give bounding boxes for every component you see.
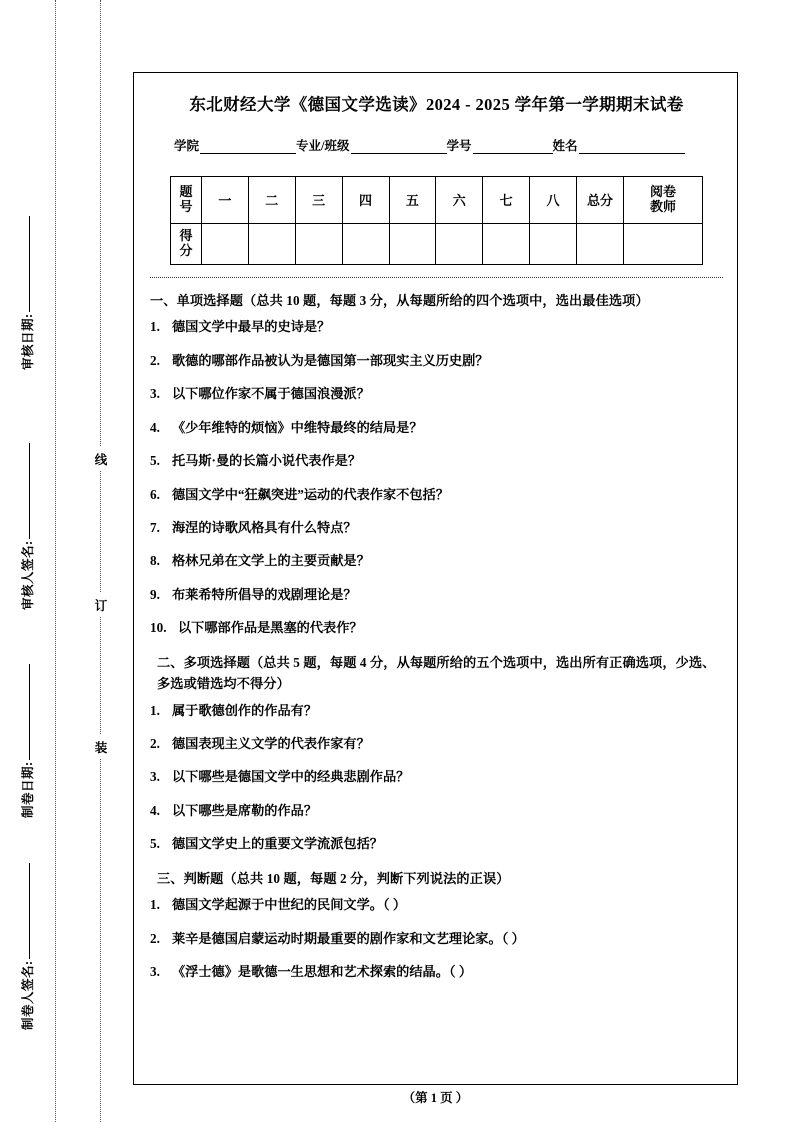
left-margin xyxy=(0,0,133,1122)
question-2-1-number: 1. xyxy=(150,702,160,718)
identity-field-college[interactable] xyxy=(174,136,296,154)
margin-label-review-date xyxy=(18,140,36,370)
question-2-2-text: 德国表现主义文学的代表作家有？ xyxy=(172,735,370,751)
identity-field-student-id[interactable] xyxy=(447,136,553,154)
question-2-5 xyxy=(150,834,719,854)
question-3-3 xyxy=(150,962,719,982)
identity-input-student-id[interactable] xyxy=(473,140,553,154)
question-2-3-text: 以下哪些是德国文学中的经典悲剧作品？ xyxy=(172,769,410,785)
question-1-8 xyxy=(150,551,719,571)
score-col-header-grader xyxy=(624,176,703,223)
score-cell-6[interactable] xyxy=(436,223,483,264)
question-1-1-number: 1. xyxy=(150,319,160,335)
margin-label-review-date-rule xyxy=(29,216,30,312)
row-label-char-1: 题 xyxy=(179,184,193,200)
question-1-7 xyxy=(150,518,719,538)
margin-label-maker-date xyxy=(18,588,36,818)
question-2-1 xyxy=(150,701,719,721)
margin-dotted-rule-outer xyxy=(55,0,56,1122)
score-cell-grader[interactable] xyxy=(624,223,703,264)
question-2-4-number: 4. xyxy=(150,802,160,818)
question-1-9-number: 9. xyxy=(150,586,160,602)
score-col-header-1: 一 xyxy=(202,176,249,223)
question-1-10-number: 10. xyxy=(150,620,167,636)
question-2-4-text: 以下哪些是席勒的作品？ xyxy=(172,802,318,818)
identity-input-major-class[interactable] xyxy=(351,140,447,154)
question-3-1 xyxy=(150,895,719,915)
identity-field-row xyxy=(148,136,725,154)
question-1-3-text: 以下哪位作家不属于德国浪漫派？ xyxy=(172,386,370,402)
score-col-header-6: 六 xyxy=(436,176,483,223)
exam-content xyxy=(134,73,739,996)
section-heading-1: 一、单项选择题（总共 10 题，每题 3 分，从每题所给的四个选项中，选出最佳选项） xyxy=(150,292,649,308)
score-col-header-total: 总分 xyxy=(577,176,624,223)
question-2-1-text: 属于歌德创作的作品有？ xyxy=(172,702,318,718)
question-1-2-text: 歌德的哪部作品被认为是德国第一部现实主义历史剧？ xyxy=(172,352,489,368)
question-1-10-text: 以下哪部作品是黑塞的代表作？ xyxy=(178,620,363,636)
score-table-header-row xyxy=(171,176,703,223)
question-body xyxy=(148,290,725,983)
identity-label-student-id: 学号 xyxy=(446,138,472,153)
question-1-7-text: 海涅的诗歌风格具有什么特点？ xyxy=(172,519,357,535)
margin-label-maker-signature-rule xyxy=(29,863,30,959)
question-1-4 xyxy=(150,418,719,438)
score-col-header-4: 四 xyxy=(342,176,389,223)
identity-label-college: 学院 xyxy=(174,138,200,153)
question-1-1 xyxy=(150,317,719,337)
row-label-char-2: 号 xyxy=(179,198,193,214)
page-footer: （第 1 页 ） xyxy=(402,1091,469,1105)
score-cell-1[interactable] xyxy=(202,223,249,264)
question-1-7-number: 7. xyxy=(150,519,160,535)
question-1-9-text: 布莱希特所倡导的戏剧理论是？ xyxy=(172,586,357,602)
score-cell-8[interactable] xyxy=(530,223,577,264)
score-col-header-7: 七 xyxy=(483,176,530,223)
question-2-5-number: 5. xyxy=(150,836,160,852)
margin-label-reviewer-signature-text: 审核人签名: xyxy=(21,540,35,610)
score-table-wrapper xyxy=(170,176,703,265)
question-1-6-text: 德国文学中“狂飙突进”运动的代表作家不包括？ xyxy=(172,486,449,502)
score-cell-total[interactable] xyxy=(577,223,624,264)
score-table-score-row xyxy=(171,223,703,264)
score-label-char-1: 得 xyxy=(179,228,193,244)
question-1-5-text: 托马斯·曼的长篇小说代表作是？ xyxy=(172,453,362,469)
score-col-header-5: 五 xyxy=(389,176,436,223)
margin-dotted-rule-inner xyxy=(100,0,101,1122)
exam-paper-frame xyxy=(133,72,738,1085)
question-2-2 xyxy=(150,734,719,754)
question-3-2-text: 莱辛是德国启蒙运动时期最重要的剧作家和文艺理论家。（ ） xyxy=(172,930,525,946)
margin-label-maker-signature-text: 制卷人签名: xyxy=(21,960,35,1030)
question-1-3-number: 3. xyxy=(150,386,160,402)
question-1-4-text: 《少年维特的烦恼》中维特最终的结局是？ xyxy=(172,419,423,435)
identity-field-major-class[interactable] xyxy=(296,136,446,154)
margin-label-reviewer-signature-rule xyxy=(29,443,30,539)
question-3-1-number: 1. xyxy=(150,897,160,913)
margin-label-maker-date-text: 制卷日期: xyxy=(21,761,35,818)
margin-label-reviewer-signature xyxy=(18,380,36,610)
score-table-row-label-score xyxy=(171,223,202,264)
question-1-3 xyxy=(150,384,719,404)
table-separator xyxy=(150,277,723,278)
score-col-header-3: 三 xyxy=(295,176,342,223)
score-cell-3[interactable] xyxy=(295,223,342,264)
question-2-3 xyxy=(150,767,719,787)
section-heading-3: 三、判断题（总共 10 题，每题 2 分，判断下列说法的正误） xyxy=(157,870,510,886)
question-1-2-number: 2. xyxy=(150,352,160,368)
margin-label-maker-signature xyxy=(18,800,36,1030)
margin-label-maker-date-rule xyxy=(29,664,30,760)
score-cell-5[interactable] xyxy=(389,223,436,264)
page-title: 东北财经大学《德国文学选读》2024 - 2025 学年第一学期期末试卷 xyxy=(189,95,684,114)
question-2-3-number: 3. xyxy=(150,769,160,785)
grader-label-line-1: 阅卷 xyxy=(649,183,676,199)
score-col-header-2: 二 xyxy=(248,176,295,223)
score-cell-7[interactable] xyxy=(483,223,530,264)
score-table xyxy=(170,176,703,265)
question-3-2 xyxy=(150,929,719,949)
grader-label-line-2: 教师 xyxy=(649,198,676,214)
question-1-8-number: 8. xyxy=(150,553,160,569)
margin-label-review-date-text: 审核日期: xyxy=(21,313,35,370)
identity-label-name: 姓名 xyxy=(552,138,578,153)
question-1-8-text: 格林兄弟在文学上的主要贡献是？ xyxy=(172,553,370,569)
score-table-row-label-question-no xyxy=(171,176,202,223)
question-2-2-number: 2. xyxy=(150,735,160,751)
identity-label-major-class: 专业/班级 xyxy=(296,138,350,153)
score-cell-2[interactable] xyxy=(248,223,295,264)
score-col-header-8: 八 xyxy=(530,176,577,223)
question-1-6-number: 6. xyxy=(150,486,160,502)
question-3-3-text: 《浮士德》是歌德一生思想和艺术探索的结晶。（ ） xyxy=(172,964,473,980)
question-1-5 xyxy=(150,451,719,471)
question-1-2 xyxy=(150,351,719,371)
identity-input-college[interactable] xyxy=(200,140,296,154)
identity-input-name[interactable] xyxy=(579,140,685,154)
question-1-9 xyxy=(150,585,719,605)
question-1-4-number: 4. xyxy=(150,419,160,435)
question-1-10 xyxy=(150,618,719,638)
binding-char-bind: 订 xyxy=(93,593,109,617)
question-2-4 xyxy=(150,801,719,821)
binding-char-line: 线 xyxy=(93,447,109,471)
question-3-3-number: 3. xyxy=(150,964,160,980)
question-3-2-number: 2. xyxy=(150,930,160,946)
identity-field-name[interactable] xyxy=(553,136,685,154)
score-cell-4[interactable] xyxy=(342,223,389,264)
score-label-char-2: 分 xyxy=(179,242,193,258)
question-1-5-number: 5. xyxy=(150,453,160,469)
question-1-1-text: 德国文学中最早的史诗是？ xyxy=(172,319,331,335)
section-heading-2: 二、多项选择题（总共 5 题，每题 4 分，从每题所给的五个选项中，选出所有正确选项，少选、多选或错选均不得分） xyxy=(157,654,716,692)
question-3-1-text: 德国文学起源于中世纪的民间文学。（ ） xyxy=(172,897,407,913)
binding-char-assemble: 装 xyxy=(93,735,109,759)
question-2-5-text: 德国文学史上的重要文学流派包括？ xyxy=(172,836,383,852)
question-1-6 xyxy=(150,485,719,505)
